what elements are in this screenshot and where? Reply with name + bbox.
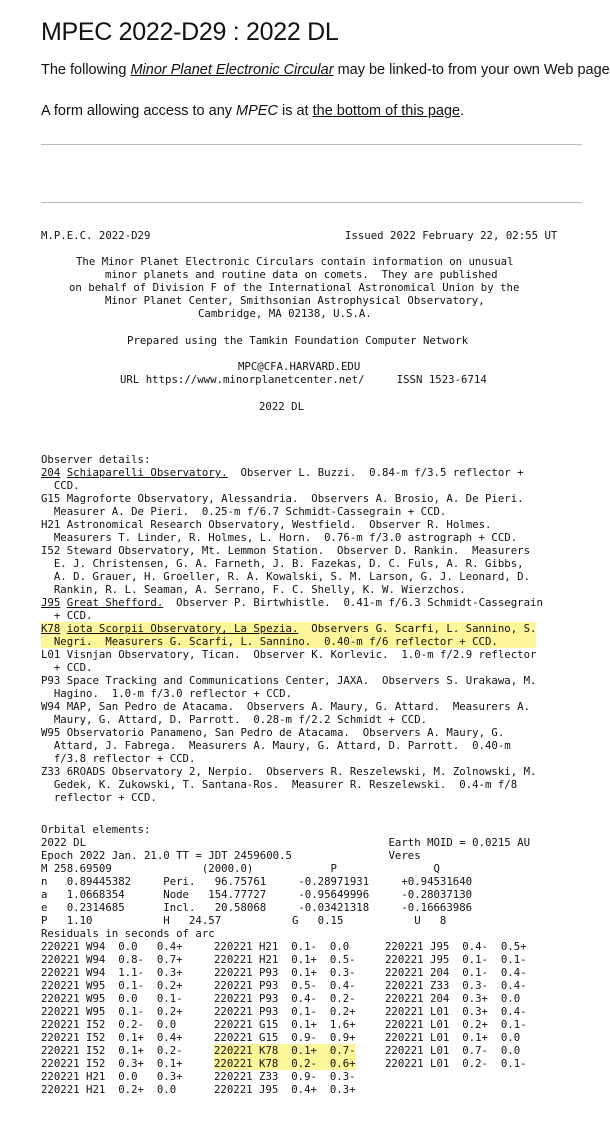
observer-details: Observers R. Reszelewski, M. Zolnowski, M. Gedek, K. Zukowski, T. Santana-Ros. Measurer R. Reszelewski. 0.4-m f/8 reflector + CCD.	[53, 765, 537, 804]
residual-entry: 220221 W95 0.1- 0.2+	[41, 1005, 183, 1018]
intro-prefix: The following	[41, 62, 131, 78]
observer-details: Observers A. Brosio, A. De Pieri. Measurer A. De Pieri. 0.25-m f/6.7 Schmidt-Cassegrain + CCD.	[53, 492, 524, 518]
residual-entry: 220221 I52 0.1+ 0.4+	[41, 1031, 183, 1044]
residual-entry: 220221 W95 0.1- 0.2+	[41, 979, 183, 992]
observatory-name[interactable]: Schiaparelli Observatory.	[66, 466, 228, 479]
residual-entry: 220221 L01 0.3+ 0.4-	[385, 1005, 527, 1018]
residual-entry: 220221 I52 0.2- 0.0	[41, 1018, 183, 1031]
observer-entry	[41, 492, 524, 518]
residual-entry: 220221 W95 0.0 0.1-	[41, 992, 183, 1005]
residual-entry: 220221 204 0.1- 0.4-	[385, 966, 527, 979]
residuals-heading: Residuals in seconds of arc	[41, 927, 215, 940]
mpec-definition-link[interactable]: Minor Planet Electronic Circular	[130, 62, 334, 78]
observer-details: Observers S. Urakawa, M. Hagino. 1.0-m f/3.0 reflector + CCD.	[53, 674, 537, 700]
divider-top	[41, 144, 582, 145]
orbit-line: n 0.89445382 Peri. 96.75761 -0.28971931 +0.94531640	[41, 875, 473, 888]
observatory-code[interactable]: K78	[41, 622, 61, 635]
observatory-code: W94	[41, 700, 61, 713]
residual-entry: 220221 H21 0.0 0.3+	[41, 1070, 183, 1083]
observer-details: Observers G. Scarfi, L. Sannino, S. Negri. Measurers G. Scarfi, L. Sannino. 0.40-m f/6 reflector + CCD.	[53, 622, 537, 648]
observer-entry	[41, 674, 536, 700]
residual-entry: 220221 P93 0.5- 0.4-	[214, 979, 356, 992]
observer-entry	[41, 648, 536, 674]
residual-entry: 220221 J95 0.4+ 0.3+	[214, 1083, 356, 1096]
observatory-name: Steward Observatory, Mt. Lemmon Station.	[66, 544, 325, 557]
residual-entry: 220221 G15 0.9- 0.9+	[214, 1031, 356, 1044]
issued-date: Issued 2022 February 22, 02:55 UT	[345, 229, 558, 242]
observatory-code[interactable]: 204	[41, 466, 61, 479]
orbit-line: a 1.0668354 Node 154.77727 -0.95649996 -0.28037130	[41, 888, 473, 901]
page-title: MPEC 2022-D29 : 2022 DL	[41, 18, 339, 46]
residual-entry: 220221 H21 0.2+ 0.0	[41, 1083, 183, 1096]
about-line: Cambridge, MA 02138, U.S.A.	[198, 307, 372, 320]
residual-entry: 220221 J95 0.1- 0.1-	[385, 953, 527, 966]
form-middle: is at	[277, 103, 313, 119]
observer-entry	[41, 596, 543, 622]
residual-entry: 220221 L01 0.7- 0.0	[385, 1044, 527, 1057]
form-mpec: MPEC	[236, 103, 278, 119]
residual-entry: 220221 K78 0.1+ 0.7-	[214, 1044, 356, 1057]
observer-entry	[41, 726, 511, 765]
orbit-line: 2022 DL Earth MOID = 0.0215 AU	[41, 836, 531, 849]
contact-email: MPC@CFA.HARVARD.EDU	[238, 360, 361, 373]
observer-entry	[41, 518, 517, 544]
residual-entry: 220221 P93 0.1- 0.2+	[214, 1005, 356, 1018]
observer-details: Observers A. Maury, G. Attard, J. Fabrega. Measurers A. Maury, G. Attard, D. Parrott. 0.40-m f/3.8 reflector + CCD.	[53, 726, 511, 765]
residual-entry: 220221 H21 0.1+ 0.5-	[214, 953, 356, 966]
intro-suffix: may be linked-to from your own Web page	[333, 62, 610, 78]
observatory-name: Space Tracking and Communications Center, JAXA.	[66, 674, 370, 687]
observer-details: Observer K. Korlevic. 1.0-m f/2.9 reflector + CCD.	[53, 648, 537, 674]
residual-entry: 220221 204 0.3+ 0.0	[385, 992, 527, 1005]
about-line: Minor Planet Center, Smithsonian Astrophysical Observatory,	[105, 294, 485, 307]
residual-entry: 220221 I52 0.3+ 0.1+	[41, 1057, 183, 1070]
observer-entry	[41, 544, 530, 596]
observatory-name: 6ROADS Observatory 2, Nerpio.	[66, 765, 254, 778]
observers-heading: Observer details:	[41, 453, 151, 466]
residual-entry: 220221 W94 0.0 0.4+	[41, 940, 183, 953]
about-line: on behalf of Division F of the International Astronomical Union by the	[69, 281, 520, 294]
form-access-text	[41, 103, 464, 119]
observatory-code: L01	[41, 648, 61, 661]
observatory-code[interactable]: J95	[41, 596, 61, 609]
residual-entry: 220221 P93 0.4- 0.2-	[214, 992, 356, 1005]
observatory-code: I52	[41, 544, 61, 557]
residual-entry: 220221 Z33 0.9- 0.3-	[214, 1070, 356, 1083]
intro-text	[41, 62, 610, 78]
orbit-line: M 258.69509 (2000.0) P Q	[41, 862, 440, 875]
form-suffix: .	[460, 103, 465, 119]
observatory-name[interactable]: Great Shefford.	[66, 596, 164, 609]
observatory-code: Z33	[41, 765, 61, 778]
residual-entry: 220221 G15 0.1+ 1.6+	[214, 1018, 356, 1031]
divider-bottom	[41, 202, 582, 203]
observer-details: Observers A. Maury, G. Attard. Measurers A. Maury, G. Attard, D. Parrott. 0.28-m f/2.2 Schmidt + CCD.	[53, 700, 531, 726]
about-line: The Minor Planet Electronic Circulars contain information on unusual	[76, 255, 514, 268]
residual-entry: 220221 L01 0.1+ 0.0	[385, 1031, 527, 1044]
bottom-of-page-link[interactable]: the bottom of this page	[312, 103, 461, 119]
about-line: minor planets and routine data on comets. They are published	[105, 268, 498, 281]
orbit-heading: Orbital elements:	[41, 823, 151, 836]
residual-entry: 220221 H21 0.1- 0.0	[214, 940, 356, 953]
residual-entry: 220221 L01 0.2- 0.1-	[385, 1057, 527, 1070]
orbit-line: Epoch 2022 Jan. 21.0 TT = JDT 2459600.5 Veres	[41, 849, 421, 862]
object-designation: 2022 DL	[259, 400, 305, 413]
orbit-line: P 1.10 H 24.57 G 0.15 U 8	[41, 914, 447, 927]
residual-entry: 220221 Z33 0.3- 0.4-	[385, 979, 527, 992]
observatory-name: Magroforte Observatory, Alessandria.	[66, 492, 299, 505]
observatory-code: H21	[41, 518, 61, 531]
observatory-name: Visnjan Observatory, Tican.	[66, 648, 241, 661]
observer-details: Observer L. Buzzi. 0.84-m f/3.5 reflector + CCD.	[53, 466, 524, 492]
observatory-code: W95	[41, 726, 61, 739]
circular-id: M.P.E.C. 2022-D29	[41, 229, 151, 242]
residual-entry: 220221 L01 0.2+ 0.1-	[385, 1018, 527, 1031]
residual-entry: 220221 W94 0.8- 0.7+	[41, 953, 183, 966]
form-prefix: A form allowing access to any	[41, 103, 237, 119]
observatory-name[interactable]: iota Scorpii Observatory, La Spezia.	[66, 622, 299, 635]
observer-entry	[41, 622, 536, 648]
prepared-line: Prepared using the Tamkin Foundation Computer Network	[127, 334, 469, 347]
residual-entry: 220221 W94 1.1- 0.3+	[41, 966, 183, 979]
observer-details: Observer R. Holmes. Measurers T. Linder, R. Holmes, L. Horn. 0.76-m f/3.0 astrograph + CCD.	[53, 518, 518, 544]
observer-details: Observer D. Rankin. Measurers E. J. Christensen, G. A. Farneth, J. B. Fazekas, D. C. Fuls, A. R. Gibbs, A. D. Grauer, H. Groeller, R. A. Kowalski, S. M. Larson, G. J. Leonard, D. Rankin, R. L. Seaman, A. Serrano, F. C. Shelly, K. W. Wierzchos.	[53, 544, 531, 596]
observatory-code: P93	[41, 674, 61, 687]
observer-entry	[41, 466, 524, 492]
observatory-code: G15	[41, 492, 61, 505]
observer-entry	[41, 700, 530, 726]
observatory-name: Astronomical Research Observatory, Westfield.	[66, 518, 357, 531]
observer-entry	[41, 765, 536, 804]
residual-entry: 220221 P93 0.1+ 0.3-	[214, 966, 356, 979]
observatory-name: MAP, San Pedro de Atacama.	[66, 700, 235, 713]
observer-details: Observer P. Birtwhistle. 0.41-m f/6.3 Schmidt-Cassegrain + CCD.	[53, 596, 543, 622]
residual-entry: 220221 K78 0.2- 0.6+	[214, 1057, 356, 1070]
residual-entry: 220221 J95 0.4- 0.5+	[385, 940, 527, 953]
orbit-line: e 0.2314685 Incl. 20.58068 -0.03421318 -0.16663986	[41, 901, 473, 914]
residual-entry: 220221 I52 0.1+ 0.2-	[41, 1044, 183, 1057]
observatory-name: Observatorio Panameno, San Pedro de Atacama.	[66, 726, 350, 739]
url-issn-line: URL https://www.minorplanetcenter.net/ ISSN 1523-6714	[120, 373, 487, 386]
